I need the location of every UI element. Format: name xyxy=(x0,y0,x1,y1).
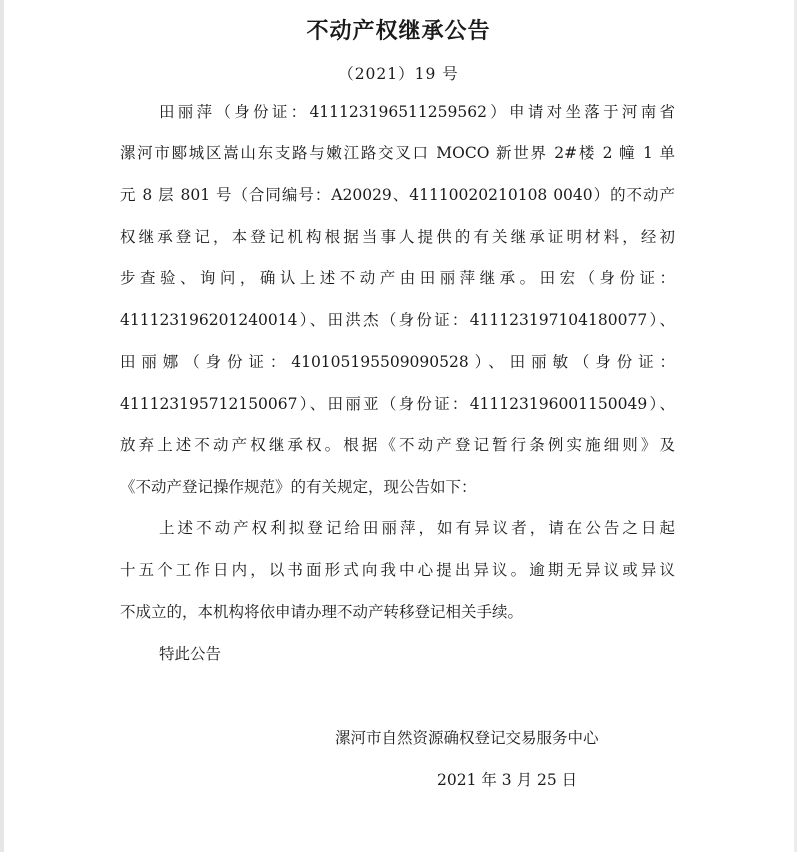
body-line: 步查验、询问，确认上述不动产由田丽萍继承。田宏（身份证： xyxy=(120,269,675,287)
body-line: 田丽娜（身份证：410105195509090528）、田丽敏（身份证： xyxy=(120,353,675,371)
body-line: 权继承登记，本登记机构根据当事人提供的有关继承证明材料，经初 xyxy=(120,228,675,246)
body-line: 上述不动产权利拟登记给田丽萍，如有异议者，请在公告之日起 xyxy=(159,519,675,537)
body-line: 411123196201240014）、田洪杰（身份证：411123197104180077）、 xyxy=(120,311,675,329)
body-line: 不成立的，本机构将依申请办理不动产转移登记相关手续。 xyxy=(120,603,524,621)
signature-organization: 漯河市自然资源确权登记交易服务中心 xyxy=(335,729,599,747)
body-line: 411123195712150067）、田丽亚（身份证：411123196001150049）、 xyxy=(120,395,675,413)
body-line: 十五个工作日内，以书面形式向我中心提出异议。逾期无异议或异议 xyxy=(120,561,675,579)
page-left-edge xyxy=(0,0,4,852)
body-line: 元 8 层 801 号（合同编号：A20029、41110020210108 0040）的不动产 xyxy=(120,186,675,204)
body-line: 田丽萍（身份证：411123196511259562）申请对坐落于河南省 xyxy=(159,103,675,121)
body-line: 漯河市郾城区嵩山东支路与嫩江路交叉口 MOCO 新世界 2#楼 2 幢 1 单 xyxy=(120,144,675,162)
signature-date: 2021 年 3 月 25 日 xyxy=(437,771,578,789)
body-line: 放弃上述不动产权继承权。根据《不动产登记暂行条例实施细则》及 xyxy=(120,436,675,454)
document-number: （2021）19 号 xyxy=(338,65,459,83)
closing-remark: 特此公告 xyxy=(159,645,222,663)
body-line: 《不动产登记操作规范》的有关规定，现公告如下： xyxy=(120,478,477,496)
notice-title: 不动产权继承公告 xyxy=(306,18,491,44)
